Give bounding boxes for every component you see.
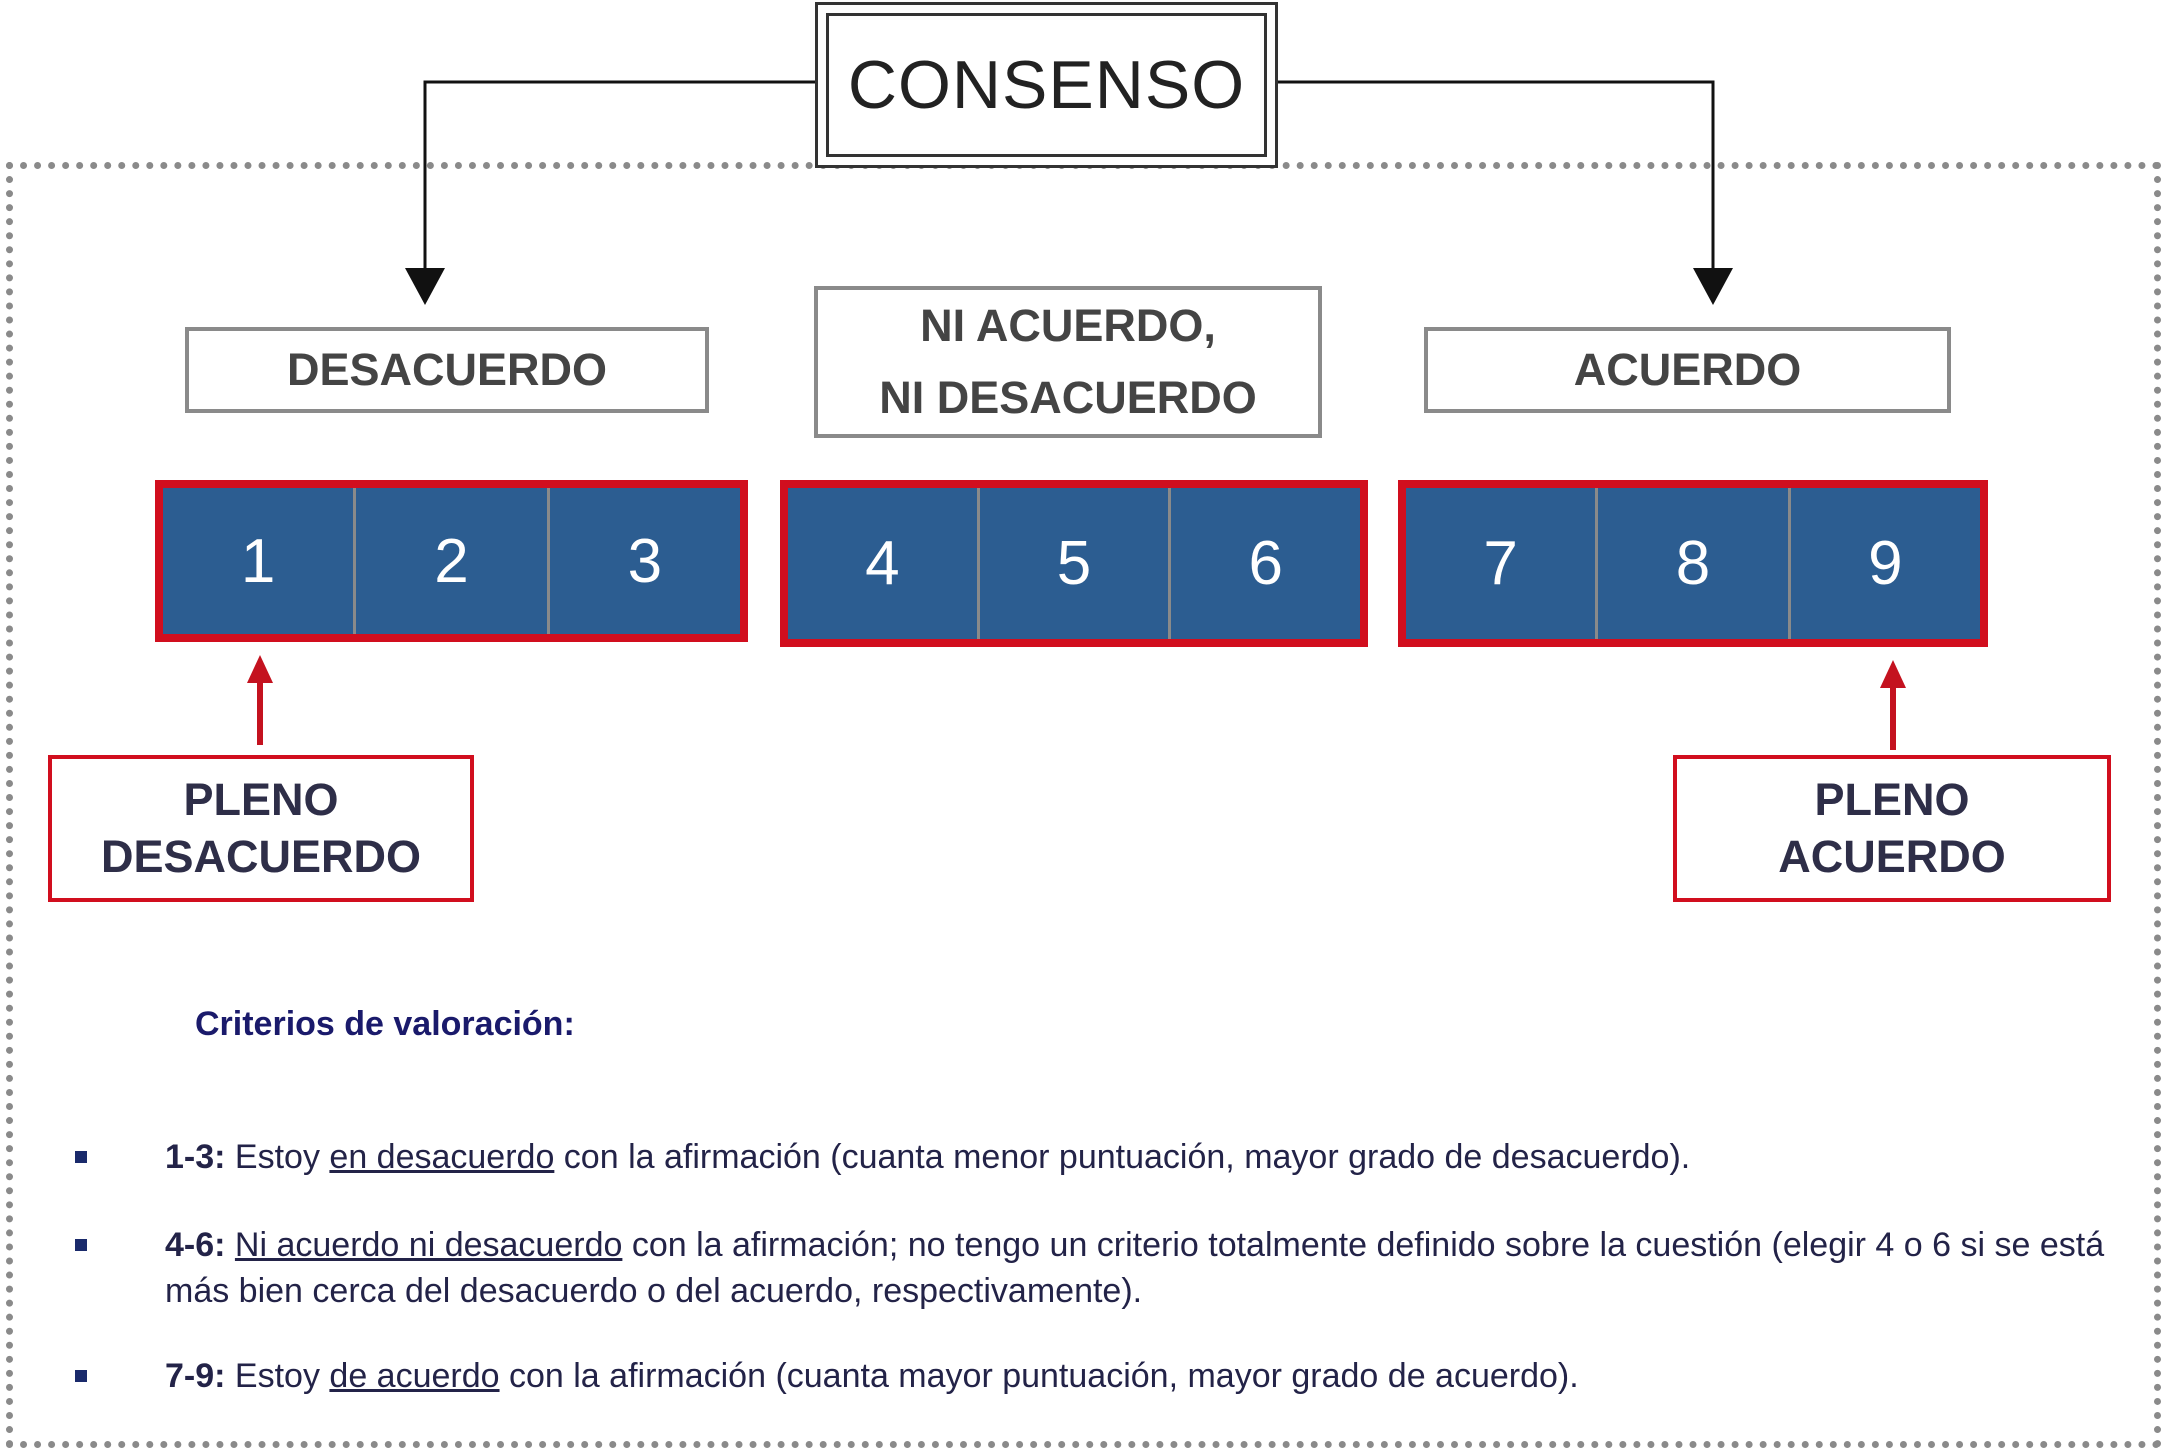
scale-cell-1[interactable]: 1 (240, 526, 276, 596)
criteria-underlined: en desacuerdo (329, 1138, 555, 1176)
pleno-desacuerdo-line2: DESACUERDO (100, 830, 422, 882)
scale-group-neutral (780, 480, 1368, 647)
pleno-desacuerdo-line1: PLENO (183, 774, 339, 826)
category-desacuerdo-label: DESACUERDO (286, 344, 608, 395)
scale-cell-2[interactable]: 2 (353, 488, 546, 634)
bullet-icon (75, 1370, 87, 1382)
scale-cell-5[interactable]: 5 (977, 488, 1169, 639)
category-neutral-line1: NI ACUERDO, (920, 300, 1216, 351)
criteria-pre: Estoy (225, 1138, 330, 1176)
scale-cell-4[interactable]: 4 (865, 529, 900, 598)
criteria-item (75, 1223, 2115, 1315)
pleno-right-arrowhead (1880, 660, 1906, 688)
scale-cell-6[interactable]: 6 (1168, 488, 1360, 639)
scale-group-desacuerdo (155, 480, 748, 642)
criteria-range: 7-9: (165, 1357, 226, 1395)
criteria-heading: Criterios de valoración: (195, 1005, 575, 1043)
scale-cell-7[interactable]: 7 (1483, 529, 1518, 598)
category-acuerdo-label: ACUERDO (1573, 344, 1802, 395)
pleno-acuerdo-line2: ACUERDO (1778, 830, 2006, 882)
criteria-post: con la afirmación (cuanta menor puntuación, mayor grado de desacuerdo). (554, 1138, 1691, 1176)
category-acuerdo (1424, 327, 1951, 413)
criteria-underlined: Ni acuerdo ni desacuerdo (234, 1226, 623, 1264)
pleno-acuerdo-box (1673, 755, 2111, 902)
criteria-pre: Estoy (225, 1357, 330, 1395)
left-connector (425, 82, 815, 268)
pleno-desacuerdo-box (48, 755, 474, 902)
criteria-text (165, 1223, 2115, 1315)
bullet-icon (75, 1151, 87, 1163)
scale-cell-8[interactable]: 8 (1595, 488, 1787, 639)
criteria-post: con la afirmación (cuanta mayor puntuación, mayor grado de acuerdo). (499, 1357, 1579, 1395)
category-neutral-line2: NI DESACUERDO (879, 372, 1257, 423)
consenso-title-box (815, 2, 1278, 168)
criteria-range: 4-6: (165, 1226, 226, 1264)
bullet-icon (75, 1239, 87, 1251)
right-connector (1278, 82, 1713, 268)
pleno-arrows (247, 655, 1906, 750)
right-arrowhead (1693, 268, 1733, 305)
left-arrowhead (405, 268, 445, 305)
criteria-item (75, 1135, 2115, 1181)
pleno-acuerdo-line1: PLENO (1814, 774, 1970, 826)
scale-cell-3[interactable]: 3 (547, 488, 740, 634)
pleno-left-arrowhead (247, 655, 273, 683)
category-desacuerdo (185, 327, 709, 413)
consenso-title: CONSENSO (847, 47, 1246, 123)
criteria-underlined: de acuerdo (329, 1357, 500, 1395)
criteria-text (165, 1354, 1579, 1400)
criteria-pre (225, 1226, 234, 1264)
consenso-title-inner (826, 13, 1267, 157)
scale-group-acuerdo (1398, 480, 1988, 647)
criteria-text (165, 1135, 1690, 1181)
criteria-post: con la afirmación; no tengo un criterio totalmente definido sobre la cuestión (elegir 4 o 6 si se está más bien cerca del desacuerdo o del acuerdo, respectivamente). (165, 1226, 2105, 1310)
scale-cell-9[interactable]: 9 (1788, 488, 1980, 639)
category-neutral (814, 286, 1322, 438)
criteria-item (75, 1354, 2115, 1400)
criteria-range: 1-3: (165, 1138, 226, 1176)
